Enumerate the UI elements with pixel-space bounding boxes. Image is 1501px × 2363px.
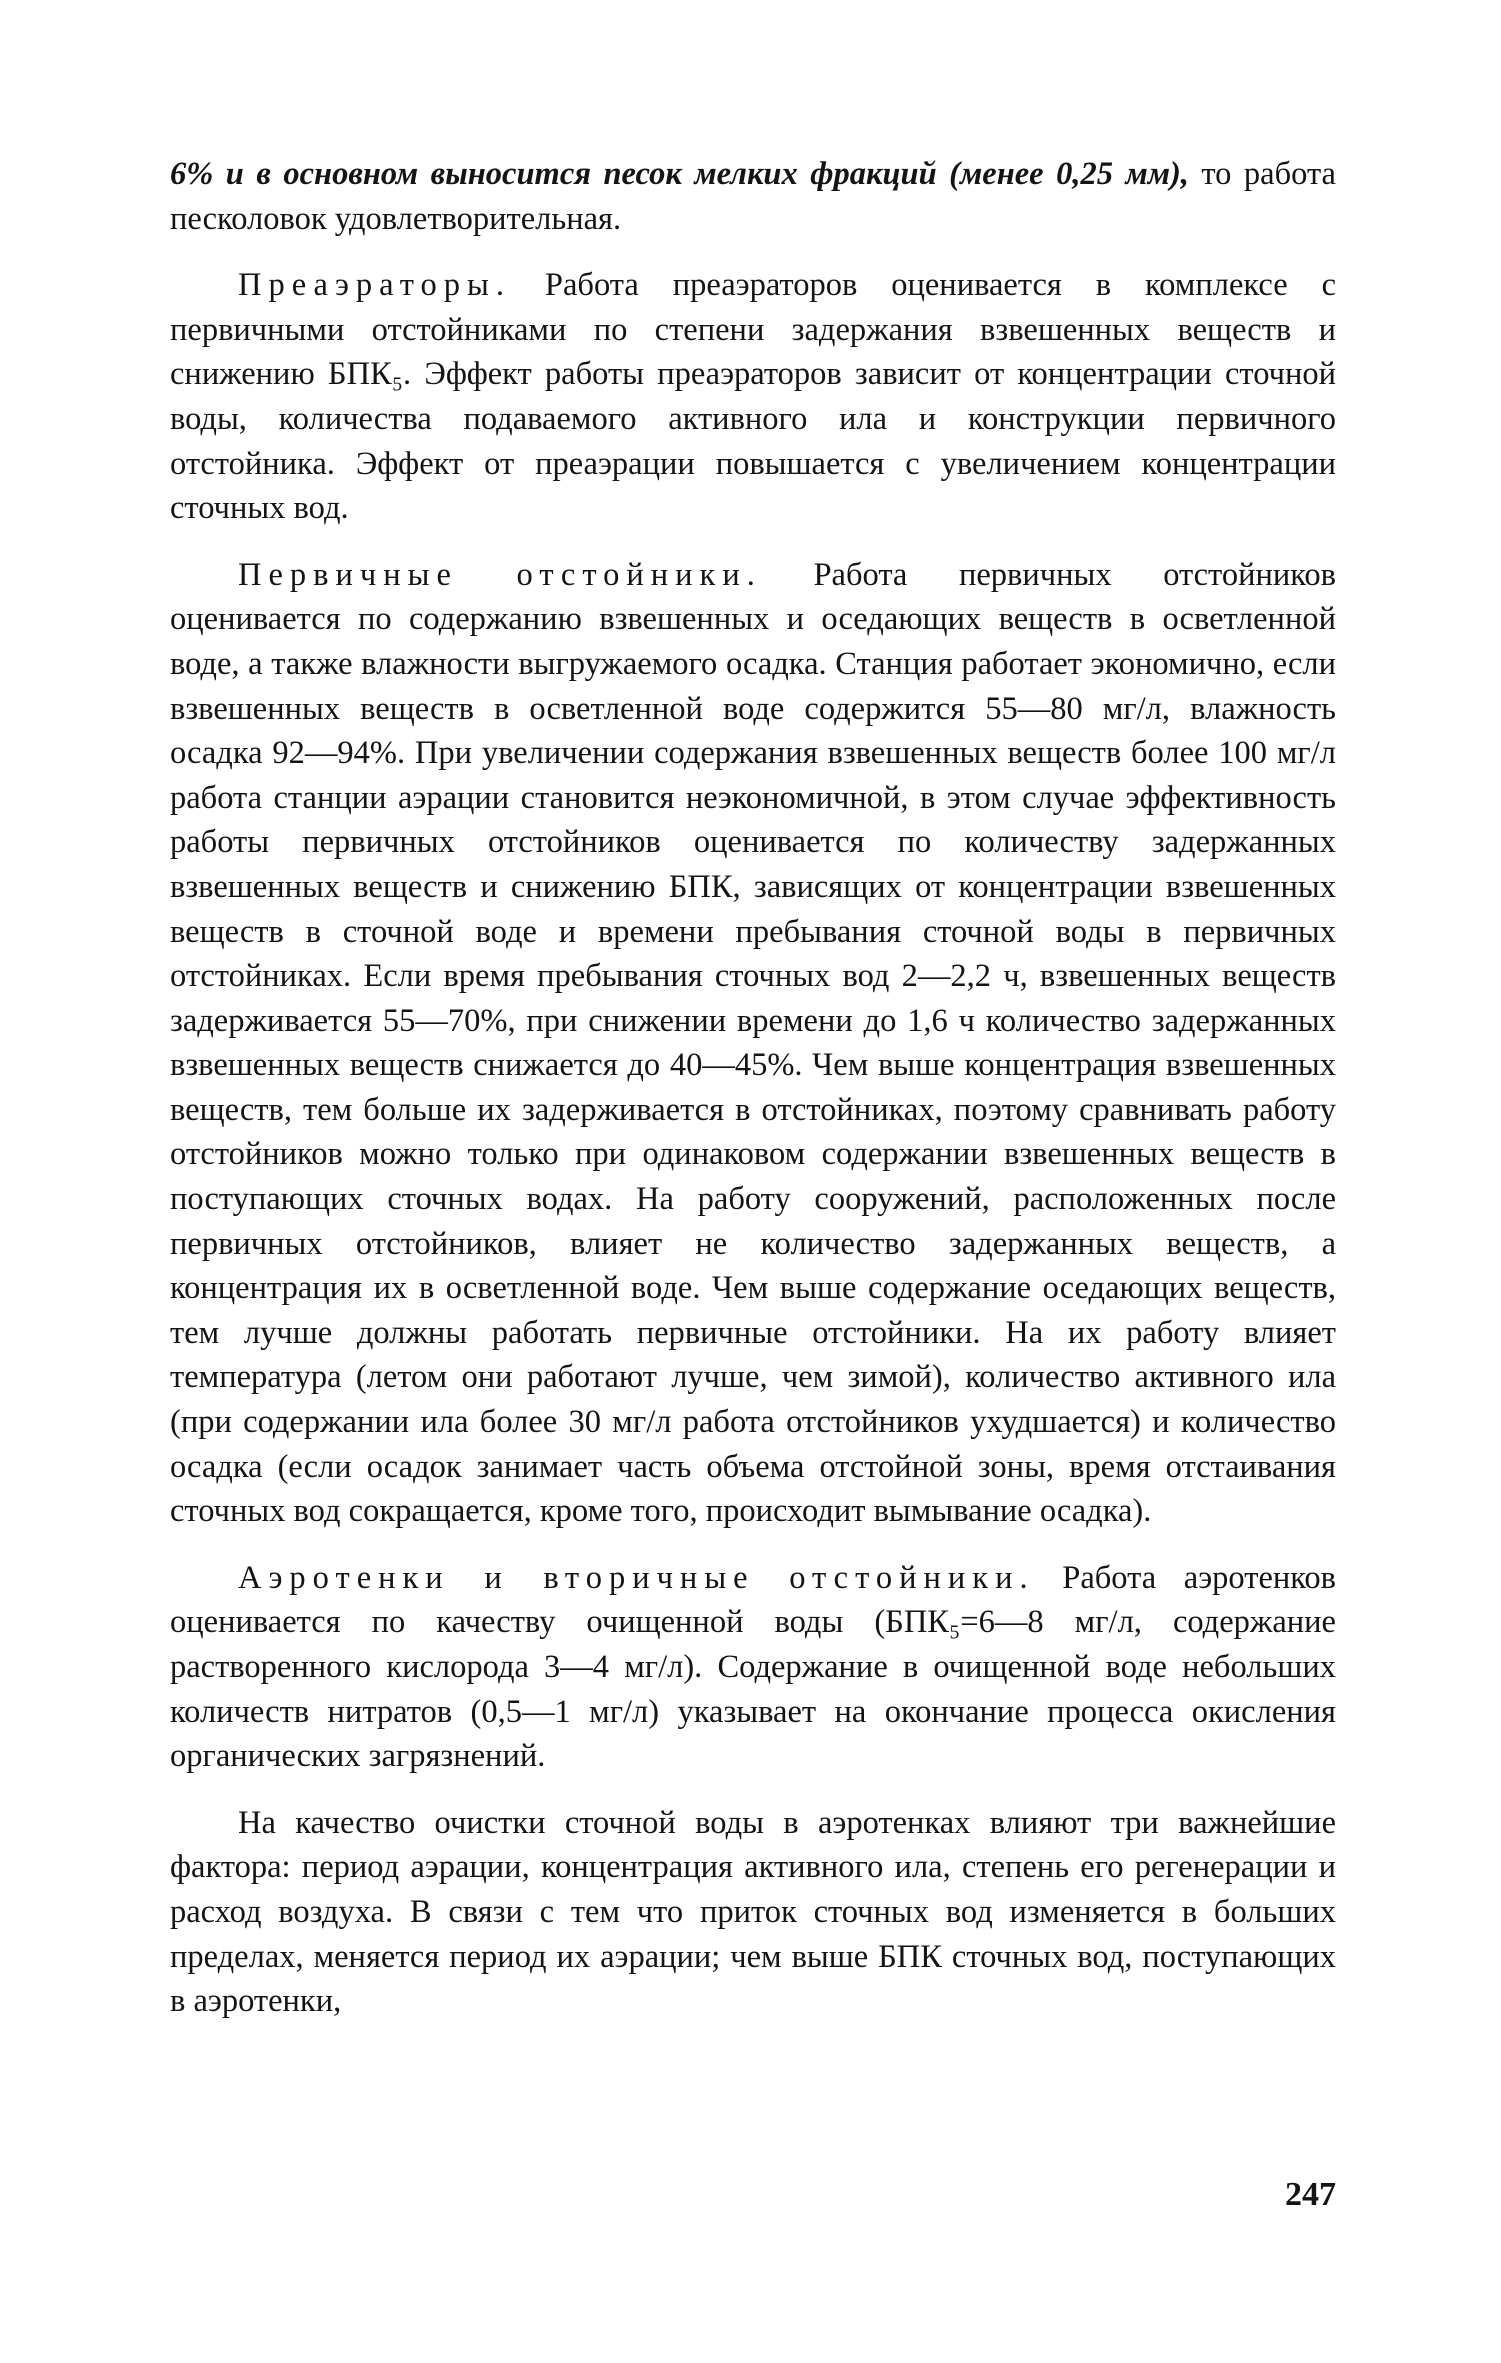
- paragraph-sand-traps: [170, 152, 1336, 241]
- body-text: Работа преаэраторов оценивается в комплексе с первичными отстойниками по степени задержания взвешенных веществ и снижению БПК₅. Эффект работы преаэраторов зависит от концентрации сточной воды, количества подаваемого активного ила и конструкции первичного отстойника. Эффект от преаэрации повышается с увеличением концентрации сточных вод.: [170, 267, 1336, 527]
- section-heading-primary-settlers: Первичные отстойники.: [238, 556, 762, 593]
- body-text: Работа аэротенков оценивается по качеству очищенной воды (БПК₅=6—8 мг/л, содержание растворенного кислорода 3—4 мг/л). Содержание в очищенной воде небольших количеств нитратов (0,5—1 мг/л) указывает на окончание процесса окисления органических загрязнений.: [170, 1559, 1336, 1775]
- body-text: то работа песколовок удовлетворительная.: [170, 156, 1336, 237]
- body-text: На качество очистки сточной воды в аэротенках влияют три важнейшие фактора: период аэрации, концентрация активного ила, степень его регенерации и расход воздуха. В связи с тем что приток сточных вод изменяется в больших пределах, меняется период их аэрации; чем выше БПК сточных вод, поступающих в аэротенки,: [170, 1804, 1336, 2020]
- body-text: Работа первичных отстойников оценивается по содержанию взвешенных и оседающих веществ в осветленной воде, а также влажности выгружаемого осадка. Станция работает экономично, если взвешенных веществ в осветленной воде содержится 55—80 мг/л, влажность осадка 92—94%. При увеличении содержания взвешенных веществ более 100 мг/л работа станции аэрации становится неэкономичной, в этом случае эффективность работы первичных отстойников оценивается по количеству задержанных взвешенных веществ и снижению БПК, зависящих от концентрации взвешенных веществ в сточной воде и времени пребывания сточной воды в первичных отстойниках. Если время пребывания сточных вод 2—2,2 ч, взвешенных веществ задерживается 55—70%, при снижении времени до 1,6 ч количество задержанных взвешенных веществ снижается до 40—45%. Чем выше концентрация взвешенных веществ, тем больше их задерживается в отстойниках, поэтому сравнивать работу отстойников можно только при одинаковом содержании взвешенных веществ в поступающих сточных водах. На работу сооружений, расположенных после первичных отстойников, влияет не количество задержанных веществ, а концентрация их в осветленной воде. Чем выше содержание оседающих веществ, тем лучше должны работать первичные отстойники. На их работу влияет температура (летом они работают лучше, чем зимой), количество активного ила (при содержании ила более 30 мг/л работа отстойников ухудшается) и количество осадка (если осадок занимает часть объема отстойной зоны, время отстаивания сточных вод сокращается, кроме того, происходит вымывание осадка).: [170, 556, 1336, 1530]
- page-text: [170, 152, 1336, 2024]
- section-heading-preaerators: Преаэраторы.: [238, 267, 511, 304]
- section-heading-aerotanks: Аэротенки и вторичные отстойники.: [238, 1559, 1035, 1596]
- paragraph-treatment-quality: [170, 1801, 1336, 2024]
- page-number: 247: [1285, 2176, 1336, 2213]
- italic-text: 6% и в основном выносится песок мелких фракций (менее 0,25 мм),: [170, 156, 1189, 192]
- paragraph-aerotanks: [170, 1556, 1336, 1779]
- paragraph-preaerators: [170, 263, 1336, 531]
- paragraph-primary-settlers: [170, 553, 1336, 1534]
